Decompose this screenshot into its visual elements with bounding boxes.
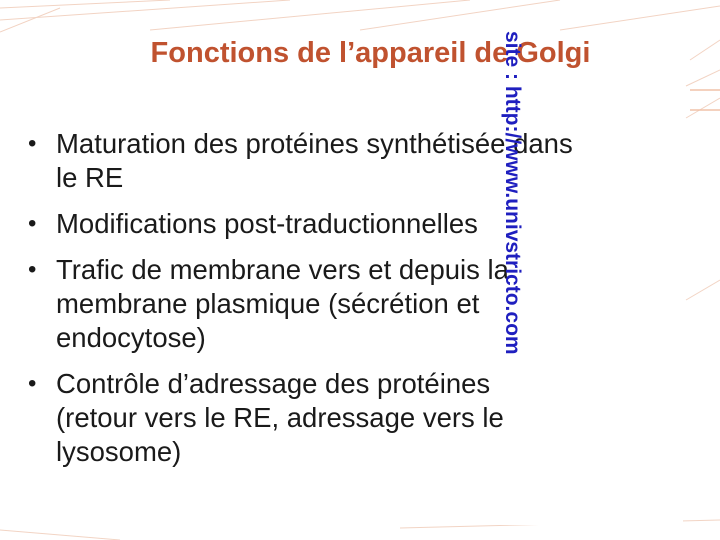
bullet-list: [20, 127, 683, 481]
bullet-text: Contrôle d’adressage des protéines (retour vers le RE, adressage vers le lysosome): [56, 368, 504, 467]
bullet-text: Trafic de membrane vers et depuis la membrane plasmique (sécrétion et endocytose): [56, 254, 509, 353]
bullet-glyph: •: [28, 210, 37, 237]
bullet-item: [20, 207, 683, 241]
watermark-text: site : http://www.univstricto.com: [501, 31, 524, 355]
bullet-item: [20, 367, 683, 469]
bullet-glyph: •: [28, 130, 37, 157]
bullet-text: Maturation des protéines synthétisée dans le RE: [56, 128, 573, 193]
bullet-item: [20, 127, 683, 195]
slide-content: [20, 31, 683, 525]
slide-title: Fonctions de l’appareil de Golgi: [150, 37, 591, 69]
bullet-glyph: •: [28, 370, 37, 397]
bullet-text: Modifications post-traductionnelles: [56, 208, 478, 239]
bullet-item: [20, 253, 683, 355]
bullet-glyph: •: [28, 256, 37, 283]
